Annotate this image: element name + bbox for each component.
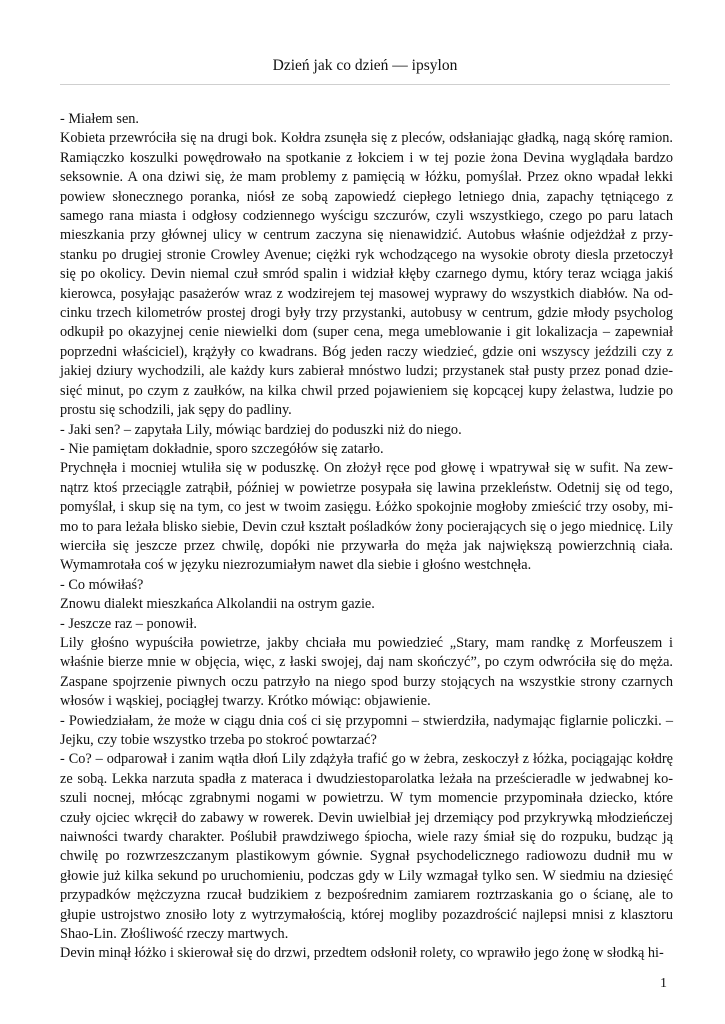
paragraph: - Powiedziałam, że może w ciągu dnia coś ci się przypomni – stwierdziła, nadymając figlarnie policzki. – Jejku, czy tobie wszystko trzeba po stokroć powtarzać?: [60, 712, 673, 748]
paragraph: - Co mówiłaś?: [60, 576, 144, 593]
paragraph: - Jeszcze raz – ponowił.: [60, 615, 197, 632]
paragraph: - Co? – odparował i zanim wątła dłoń Lily zdążyła trafić go w żebra, zeskoczył z łóżka, pociągając kołdrę ze sobą. Lekka narzuta spadła z materaca i dwudziestoparolatka leżała na prześcieradle w jedwabnej koszuli nocnej, młócąc zgrabnymi nogami w powietrzu. W tym momencie przypominała dziecko, które czuły ojciec wkręcił do zabawy w rowerek. Devin uwielbiał jej drzemiący pod przykrywką młodzieńczej naiwności twardy charakter. Poślubił prawdziwego śpiocha, wiele razy śmiał się do rozpuku, budząc ją chwilę po rozwrzeszczanym plastikowym gównie. Sygnał psychodelicznego radiowozu dudnił mu w głowie już kilka sekund po uruchomieniu, podczas gdy w Lily wzmagał tylko sen. W siedmiu na dziesięć przypadków mężczyzna rzucał budzikiem z bezpośrednim zamiarem roztrzaskania go o ścianę, ale to głupie ustrojstwo znosiło loty z wytrzymałością, której mogliby pozazdrościć najlepsi mnisi z klasztoru Shao-Lin. Złośliwość rzeczy martwych.: [60, 751, 673, 943]
page-header: [60, 56, 670, 85]
paragraph: - Nie pamiętam dokładnie, sporo szczegółów się zatarło.: [60, 440, 384, 457]
paragraph: - Jaki sen? – zapytała Lily, mówiąc bardziej do poduszki niż do niego.: [60, 421, 462, 438]
document-title: Dzień jak co dzień — ipsylon: [272, 57, 458, 74]
paragraph: - Miałem sen.: [60, 111, 140, 127]
document-body: [60, 110, 673, 964]
paragraph: Lily głośno wypuściła powietrze, jakby chciała mu powiedzieć „Stary, mam randkę z Morfeuszem i właśnie bierze mnie w objęcia, więc, z łaski swojej, daj nam skończyć”, po czym odwróciła się do męża. Zaspane spojrzenie piwnych oczu patrzyło na niego spod burzy stojących na wszystkie strony czarnych włosów i wąskiej, pociągłej twarzy. Krótko mówiąc: objawienie.: [60, 634, 673, 710]
page-number: 1: [660, 976, 667, 991]
paragraph: Kobieta przewróciła się na drugi bok. Kołdra zsunęła się z pleców, odsłaniając gładką, nagą skórę ramion. Ramiączko koszulki powędrowało na spotkanie z łokciem i w tej pozie żona Devina wyglądała bardzo seksownie. A ona dziwi się, że mam problemy z pamięcią w łóżku, pomyślał. Przez okno wpadał lekki powiew słonecznego poranka, niósł ze sobą zapowiedź ciepłego letniego dnia, zapachy tętniącego z samego rana miasta i odgłosy codziennego wyścigu szczurów, czyli wszystkiego, czego po paru latach mieszkania przy głównej ulicy w centrum zaczyna się nienawidzić. Autobus właśnie odjeżdżał z przystanku po drugiej stronie Crowley Avenue; ciężki ryk wchodzącego na wysokie obroty diesla przetoczył się po okolicy. Devin niemal czuł smród spalin i widział kłęby czarnego dymu, który teraz wciąga jakiś kierowca, posyłając pasażerów wraz z wodzirejem tej masowej wyprawy do wszystkich diabłów. Na odcinku trzech kilometrów prostej drogi były trzy przystanki, autobusy w centrum, gdzie młody psycholog odkupił po okazyjnej cenie niewielki dom (super cena, mega umeblowanie i git lokalizacja – zapewniał poprzedni właściciel), krążyły co kwadrans. Bóg jeden raczy wiedzieć, gdzie oni wszyscy jeździli czy z jakiej dziury wychodzili, ale każdy kurs zabierał mnóstwo ludzi; przystanek stał pusty przez ponad dziesięć minut, po czym z zaułków, na kilka chwil przed pojawieniem się kopcącej kupy żelastwa, ludzie po prostu się schodzili, jak sępy do padliny.: [60, 130, 673, 419]
paragraph: Devin minął łóżko i skierował się do drzwi, przedtem odsłonił rolety, co wprawiło jego żonę w słodką hi-: [60, 945, 664, 962]
paragraph: Prychnęła i mocniej wtuliła się w poduszkę. On złożył ręce pod głowę i wpatrywał się w sufit. Na zewnątrz ktoś przeciągle zatrąbił, później w powietrze posypała się lawina przekleństw. Odetnij się od tego, pomyślał, i skup się na tym, co jest w twoim zasięgu. Łóżko spokojnie mogłoby zmieścić trzy osoby, mimo to para leżała blisko siebie, Devin czuł kształt pośladków żony pocierających się o jego miednicę. Lily wierciła się jeszcze przez chwilę, dopóki nie przywarła do męża jak największą powierzchnią ciała. Wymamrotała coś w języku niezrozumiałym nawet dla siebie i głośno westchnęła.: [60, 460, 673, 574]
paragraph: Znowu dialekt mieszkańca Alkolandii na ostrym gazie.: [60, 596, 375, 613]
